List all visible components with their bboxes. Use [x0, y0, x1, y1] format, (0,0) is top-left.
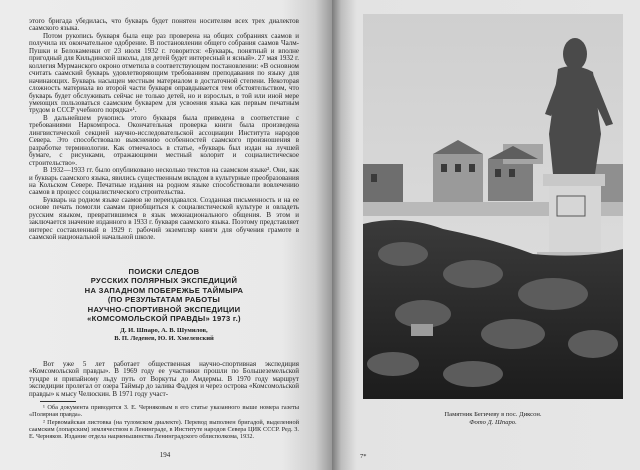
page-number: 194 [159, 451, 171, 459]
right-page [332, 0, 640, 470]
paragraph: Потом рукопись букваря была еще раз проверена на общих собраниях саамов и получила их окончательное одобрение. В постановлении общего собрания саамов Чалм-Пушки и Белокаменки от 23 июля 1932 г. говорится: «Букварь, понятный и вполне пригодный для Кильдинской школы, для детей будет интересный и ясный». 27 мая 1932 г. коллегия Мурманского окроно отметила в соответствующем постановлении: «В основном считать саамский букварь удовлетворяющим требованиям преподавания по языку для начинающих. Букварь насыщен местным материалом в достаточной степени. Некоторая сложность материала во второй части букваря оправдывается тем обстоятельством, что букварь будет обслуживать сейчас не только детей, но и взрослых, в той или иной мере умеющих пользоваться саамским букварем для усвоения языка как первым печатным трудом в СССР учебного порядка»¹. [29, 31, 299, 115]
sign-board [411, 324, 433, 336]
article-body [29, 361, 299, 398]
paragraph: В дальнейшем рукопись этого букваря была приведена в соответствие с требованиями Наркомпроса. Окончательная проверка книги была произведена лингвистической секцией научно-исследовательской ассоциации Института народов Севера. Это способствовало выяснению особенностей саамского произношения в разработке терминологии. Как отмечалось в статье, «букварь был издан на лучшей бумаге, с рисунками, отражающими местный колорит и социалистическое строительство». [29, 113, 299, 167]
footnote: ¹ Оба документа приводятся З. Е. Черняковым в его статье указанного выше номера газеты «Полярная правда». [29, 404, 299, 419]
paragraph: Вот уже 5 лет работает общественная научно-спортивная экспедиция «Комсомольской правды». В 1969 году ее участники прошли по Большеземельской тундре и припайному льду путь от Воркуты до Амдермы. В 1970 году маршрут экспедиции пролегал от озера Таймыр до залива Фаддея и через острова «Комсомольской правды» к мысу Челюскин. В 1971 году участ- [29, 360, 299, 398]
heading-line: РУССКИХ ПОЛЯРНЫХ ЭКСПЕДИЦИЙ [90, 276, 238, 286]
footnotes [29, 404, 299, 440]
heading-line: (ПО РЕЗУЛЬТАТАМ РАБОТЫ [107, 295, 221, 305]
heading-line: ПОИСКИ СЛЕДОВ [128, 267, 200, 276]
photo-caption-block [363, 411, 623, 427]
footnote: ² Первомайская листовка (на туломском диалекте). Перевод выполнен бригадой, выделенной саамским (лопарским) землячеством в Ленинграде, в Институте народов Севера ЦИК СССР. Ред. З. Е. Черняков. Издание отдела нацменьшинства Ленинградского облисполкома, 1932. [29, 418, 299, 441]
authors-line: В. П. Леденев, Ю. И. Хмелевский [114, 334, 214, 342]
authors-line: Д. И. Шпаро, А. В. Шумилов, [120, 327, 208, 334]
footnote-divider [40, 401, 76, 402]
photo-credit: Фото Д. Шпаро. [469, 419, 517, 426]
signature-mark: 7* [360, 453, 367, 460]
photo-caption: Памятник Бегичеву в пос. Диксон. [444, 411, 542, 418]
body-text-top [29, 18, 299, 242]
monument-photo [363, 14, 623, 399]
paragraph: В 1932—1933 гг. было опубликовано несколько текстов на саамском языке². Они, как и букварь саамского языка, явились существенным вкладом в культурные преобразования на Кольском Севере. Печатные издания на родном языке способствовали вовлечению саамов в процесс социалистического строительства. [29, 166, 299, 197]
paragraph: Букварь на родном языке саамов не переиздавался. Созданная письменность и на ее основе печать помогли саамам приобщиться к социалистической культуре и овладеть русским языком, превратившимся в язык межнационального общения. В этом и заключается значение изданного в 1933 г. букваря саамского языка. Поэтому представляет интерес составленный в 1929 г. рабочий экземпляр книги для обучения грамоте в саамской национальной начальной школе. [29, 195, 299, 242]
heading-line: «КОМСОМОЛЬСКОЙ ПРАВДЫ» 1973 г.) [87, 314, 241, 324]
authors [29, 327, 299, 342]
paragraph: этого бригада убедилась, что букварь будет понятен носителям всех трех диалектов саамского языка. [29, 17, 299, 33]
heading-line: НАУЧНО-СПОРТИВНОЙ ЭКСПЕДИЦИИ [87, 304, 241, 314]
article-heading [29, 267, 299, 323]
heading-line: НА ЗАПАДНОМ ПОБЕРЕЖЬЕ ТАЙМЫРА [84, 285, 244, 295]
